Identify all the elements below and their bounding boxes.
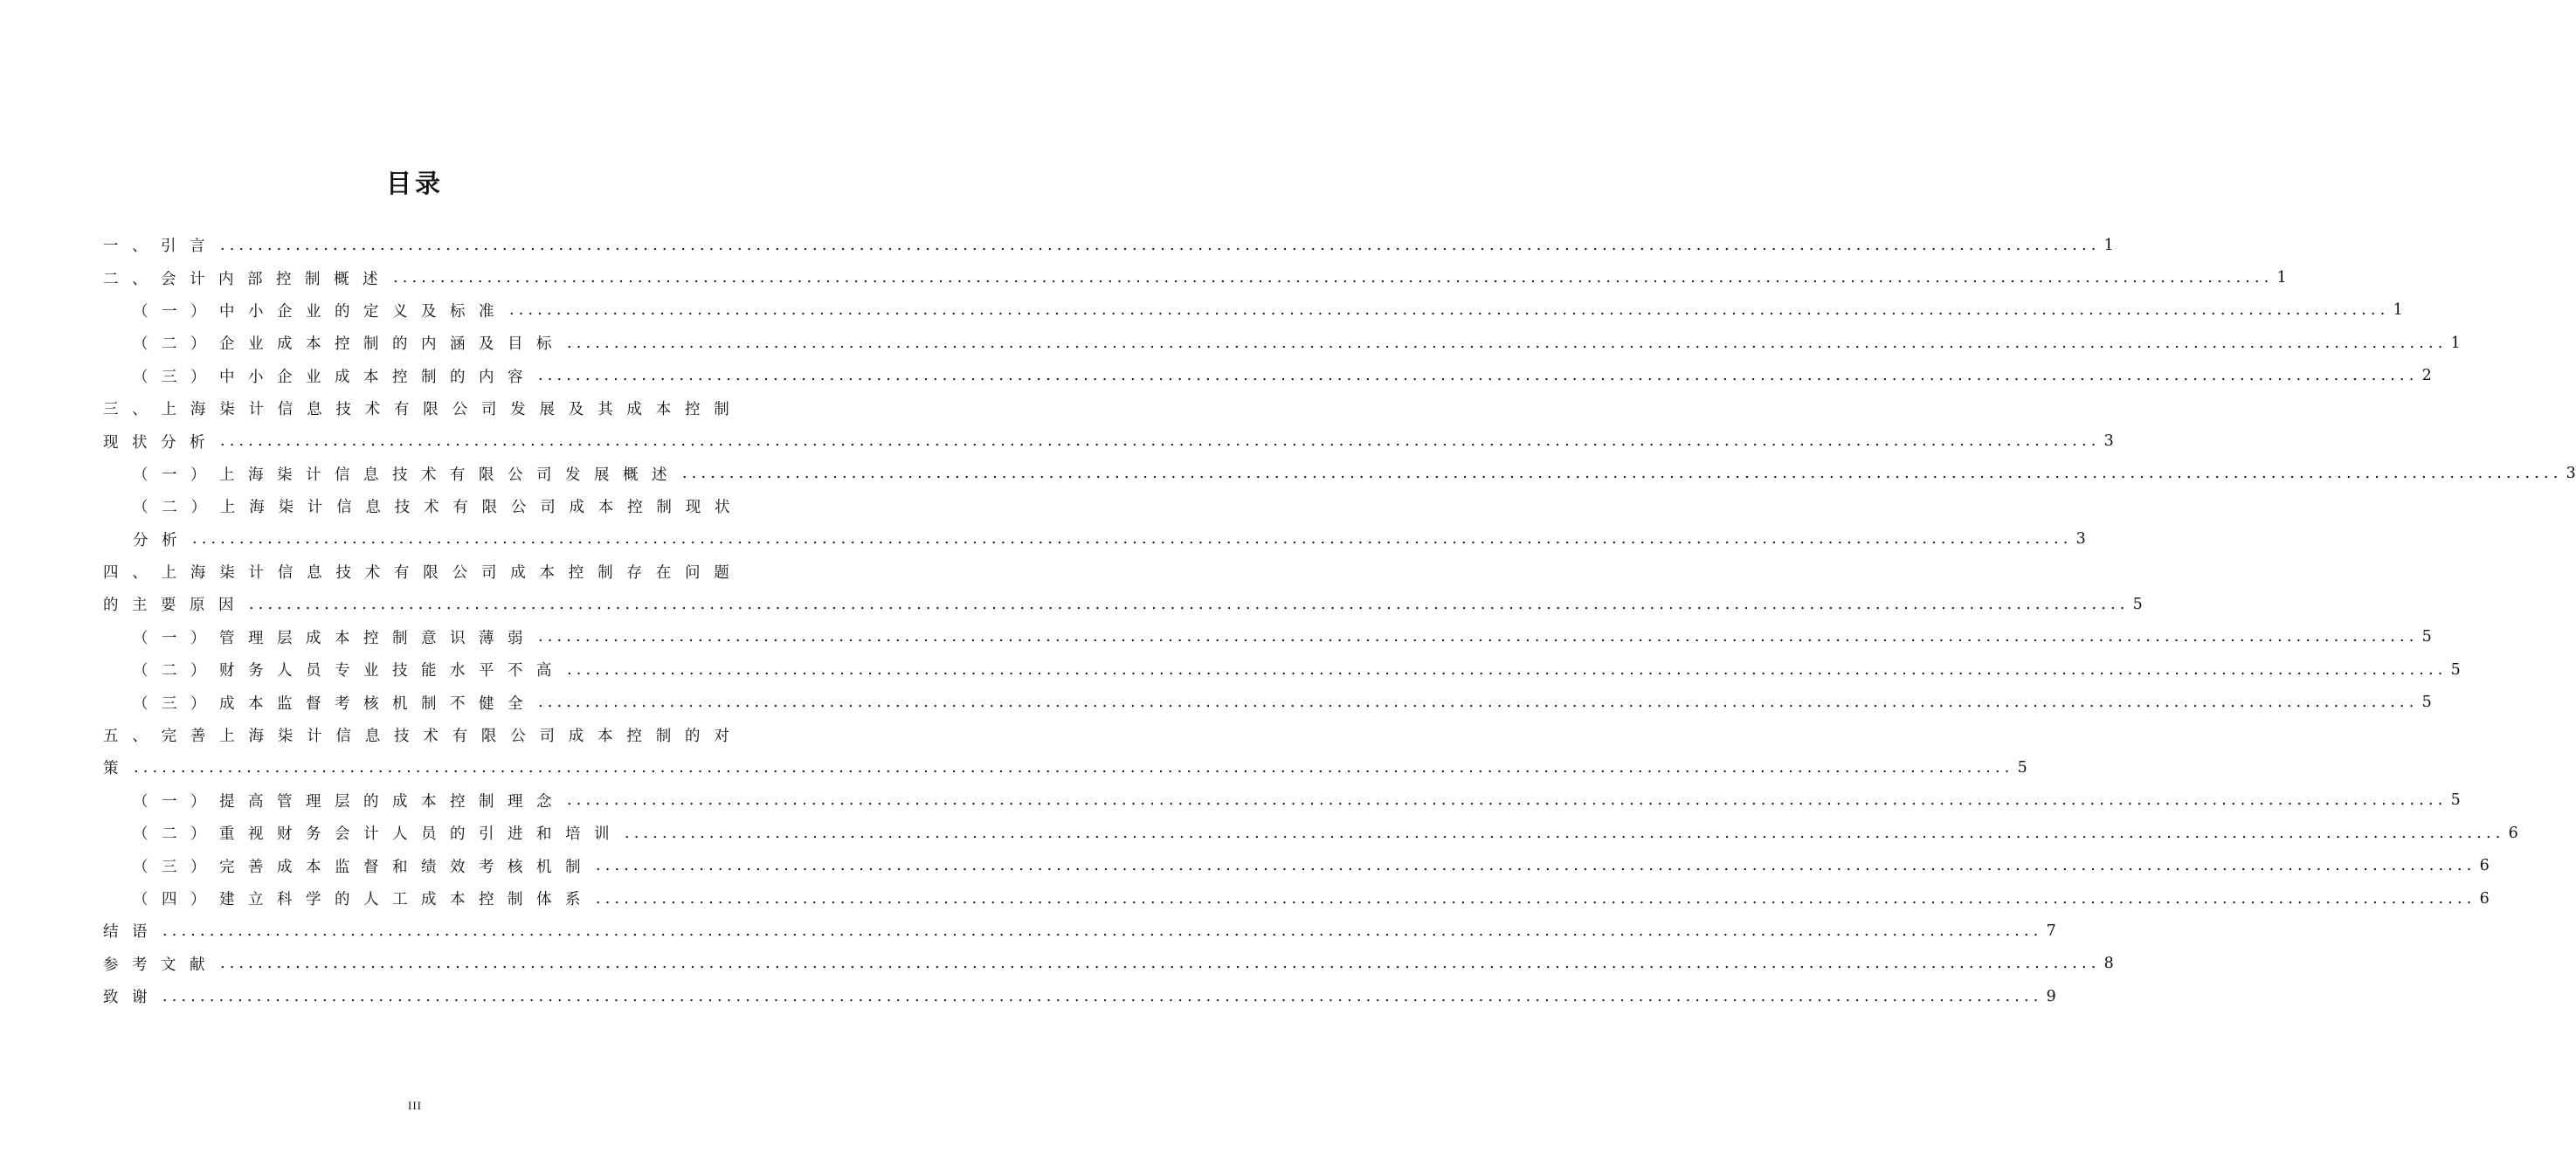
toc-entry-text: （三）完善成本监督和绩效考核机制: [133, 858, 594, 876]
toc-entry-text: （四）建立科学的人工成本控制体系: [133, 891, 594, 908]
toc-entry-text: 三、上海柒计信息技术有限公司发展及其成本控制: [103, 401, 743, 419]
toc-leader-dots: ........................................................................................................................................................................................................: [509, 301, 2390, 320]
toc-page-number: 8: [2103, 955, 2114, 973]
toc-leader-dots: ........................................................................................................................................................................................................: [567, 334, 2448, 352]
toc-entry-text: 五、完善上海柒计信息技术有限公司成本控制的对: [103, 728, 743, 746]
toc-leader-dots: ........................................................................................................................................................................................................: [682, 465, 2563, 483]
toc-entry-text: 分析: [133, 531, 190, 549]
toc-entry[interactable]: [103, 849, 2490, 881]
toc-page-number: 5: [2450, 791, 2461, 810]
toc-page-number: 5: [2017, 758, 2027, 777]
toc-entry-text: （三）中小企业成本控制的内容: [133, 368, 536, 386]
toc-entry[interactable]: [103, 719, 742, 751]
toc-page-number: 6: [2479, 857, 2490, 875]
toc-entry[interactable]: [103, 882, 2490, 915]
toc-leader-dots: ........................................................................................................................................................................................................: [134, 758, 2014, 777]
toc-page-number: 1: [2393, 301, 2403, 320]
toc-entry[interactable]: [103, 751, 2027, 784]
toc-entry[interactable]: [103, 360, 2432, 392]
toc-entry[interactable]: [103, 261, 2287, 294]
toc-entry[interactable]: [103, 294, 2403, 327]
toc-entry[interactable]: [103, 588, 2143, 620]
toc-page-number: 3: [2103, 432, 2114, 451]
toc-leader-dots: ........................................................................................................................................................................................................: [192, 530, 2073, 549]
toc-page-number: 3: [2075, 530, 2086, 549]
toc-leader-dots: ........................................................................................................................................................................................................: [220, 955, 2101, 973]
toc-page-number: 1: [2103, 236, 2114, 254]
toc-entry-text: （二）财务人员专业技能水平不高: [133, 662, 565, 680]
toc-entry[interactable]: [103, 653, 2461, 686]
toc-leader-dots: ........................................................................................................................................................................................................: [596, 857, 2476, 875]
toc-page-number: 6: [2479, 889, 2490, 908]
toc-leader-dots: ........................................................................................................................................................................................................: [596, 889, 2476, 908]
toc-entry[interactable]: [103, 425, 2114, 457]
toc-entry[interactable]: [103, 490, 742, 522]
table-of-contents: [103, 229, 2576, 1012]
toc-entry-text: （二）企业成本控制的内涵及目标: [133, 335, 565, 354]
toc-entry-text: 一、引言: [103, 238, 218, 256]
toc-page-number: 9: [2046, 987, 2056, 1005]
toc-page-number: 5: [2132, 595, 2143, 613]
toc-entry[interactable]: [103, 229, 2114, 261]
toc-entry-text: （一）中小企业的定义及标准: [133, 302, 508, 321]
toc-entry[interactable]: [103, 458, 2576, 490]
toc-entry[interactable]: [103, 817, 2518, 849]
toc-entry-text: 的主要原因: [103, 597, 247, 615]
toc-entry-text: 现状分析: [103, 433, 218, 452]
toc-leader-dots: ........................................................................................................................................................................................................: [567, 791, 2448, 810]
toc-page-number: 1: [2450, 334, 2461, 352]
toc-entry-text: 结语: [103, 923, 161, 942]
toc-entry-text: 四、上海柒计信息技术有限公司成本控制存在问题: [103, 564, 743, 583]
toc-page-number: 3: [2566, 465, 2576, 483]
toc-entry-text: （一）提高管理层的成本控制理念: [133, 792, 565, 811]
toc-entry-text: （一）上海柒计信息技术有限公司发展概述: [133, 466, 680, 484]
toc-entry-text: （一）管理层成本控制意识薄弱: [133, 629, 536, 647]
toc-entry-text: 参考文献: [103, 956, 218, 974]
toc-leader-dots: ........................................................................................................................................................................................................: [220, 236, 2101, 254]
toc-entry-text: （三）成本监督考核机制不健全: [133, 694, 536, 713]
toc-entry-text: 致谢: [103, 989, 161, 1007]
toc-entry[interactable]: [103, 784, 2461, 817]
toc-entry[interactable]: [103, 523, 2086, 556]
toc-entry-text: （二）上海柒计信息技术有限公司成本控制现状: [133, 499, 744, 517]
toc-page-number: 7: [2046, 922, 2056, 940]
toc-page-number: 5: [2450, 660, 2461, 679]
toc-leader-dots: ........................................................................................................................................................................................................: [220, 432, 2101, 451]
toc-entry[interactable]: [103, 392, 742, 425]
toc-entry[interactable]: [103, 980, 2056, 1012]
toc-page-number: 6: [2508, 824, 2518, 842]
toc-page-number: 5: [2421, 694, 2432, 712]
toc-entry[interactable]: [103, 915, 2056, 947]
toc-leader-dots: ........................................................................................................................................................................................................: [249, 595, 2130, 613]
toc-entry[interactable]: [103, 686, 2432, 718]
toc-leader-dots: ........................................................................................................................................................................................................: [162, 987, 2043, 1005]
toc-entry-text: 策: [103, 760, 132, 778]
toc-leader-dots: ........................................................................................................................................................................................................: [538, 367, 2419, 385]
toc-entry[interactable]: [103, 621, 2432, 653]
toc-entry[interactable]: [103, 556, 742, 588]
toc-leader-dots: ........................................................................................................................................................................................................: [567, 660, 2448, 679]
toc-page-number: 5: [2421, 628, 2432, 646]
page-number: III: [408, 1099, 422, 1112]
toc-leader-dots: ........................................................................................................................................................................................................: [625, 824, 2505, 842]
toc-leader-dots: ........................................................................................................................................................................................................: [538, 694, 2419, 712]
toc-page-number: 1: [2276, 269, 2287, 287]
toc-entry-text: （二）重视财务会计人员的引进和培训: [133, 825, 623, 844]
page-title: 目录: [385, 169, 444, 198]
toc-leader-dots: ........................................................................................................................................................................................................: [538, 628, 2419, 646]
toc-entry[interactable]: [103, 327, 2461, 359]
toc-page-number: 2: [2421, 367, 2432, 385]
toc-entry-text: 二、会计内部控制概述: [103, 270, 391, 288]
toc-leader-dots: ........................................................................................................................................................................................................: [393, 269, 2274, 287]
toc-entry[interactable]: [103, 948, 2114, 980]
toc-leader-dots: ........................................................................................................................................................................................................: [162, 922, 2043, 940]
